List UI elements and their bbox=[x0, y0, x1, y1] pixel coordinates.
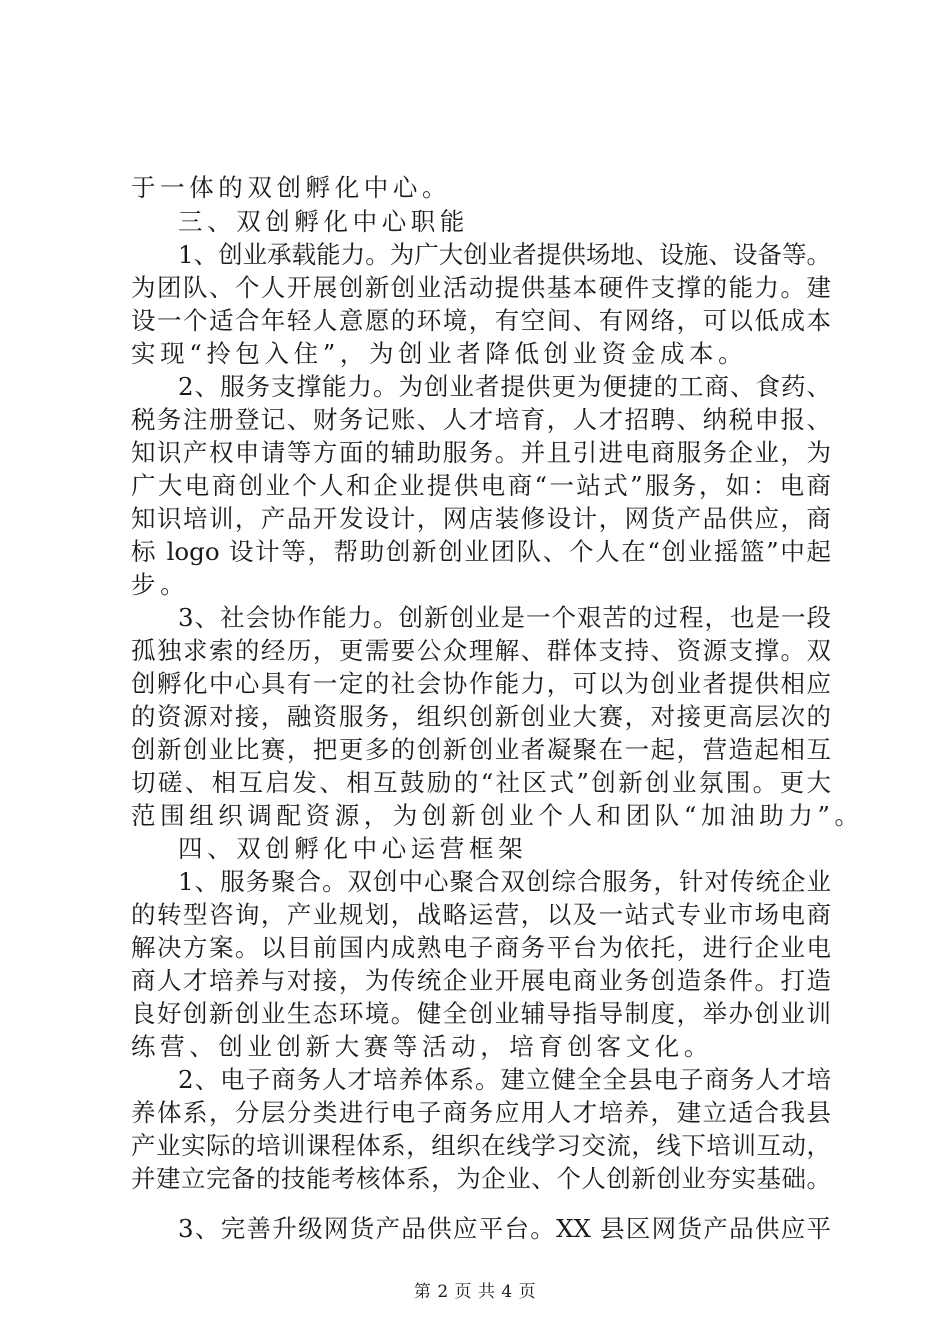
paragraph-line: 1、创业承载能力。为广大创业者提供场地、设施、设备等。 bbox=[178, 240, 831, 269]
paragraph-line: 设一个适合年轻人意愿的环境，有空间、有网络，可以低成本 bbox=[131, 306, 831, 335]
paragraph-line: 2、服务支撑能力。为创业者提供更为便捷的工商、食药、 bbox=[178, 372, 831, 401]
paragraph-line: 练营、创业创新大赛等活动，培育创客文化。 bbox=[131, 1032, 713, 1061]
paragraph-line: 广大电商创业个人和企业提供电商“一站式”服务，如：电商 bbox=[131, 471, 831, 500]
paragraph-line: 2、电子商务人才培养体系。建立健全全县电子商务人才培 bbox=[178, 1065, 831, 1094]
paragraph-line: 产业实际的培训课程体系，组织在线学习交流，线下培训互动， bbox=[131, 1131, 831, 1160]
paragraph-line: 范围组织调配资源，为创新创业个人和团队“加油助力”。 bbox=[131, 801, 864, 830]
section-heading: 三、双创孵化中心职能 bbox=[178, 207, 469, 236]
paragraph-line: 为团队、个人开展创新创业活动提供基本硬件支撑的能力。建 bbox=[131, 273, 831, 302]
paragraph-line: 3、社会协作能力。创新创业是一个艰苦的过程，也是一段 bbox=[178, 603, 831, 632]
section-heading: 四、双创孵化中心运营框架 bbox=[178, 834, 528, 863]
paragraph-line: 并建立完备的技能考核体系，为企业、个人创新创业夯实基础。 bbox=[131, 1164, 831, 1193]
paragraph-line: 孤独求索的经历，更需要公众理解、群体支持、资源支撑。双 bbox=[131, 636, 831, 665]
paragraph-line: 的资源对接，融资服务，组织创新创业大赛，对接更高层次的 bbox=[131, 702, 831, 731]
paragraph-line: 的转型咨询，产业规划，战略运营，以及一站式专业市场电商 bbox=[131, 900, 831, 929]
paragraph-line: 创新创业比赛，把更多的创新创业者凝聚在一起，营造起相互 bbox=[131, 735, 831, 764]
paragraph-line: 知识产权申请等方面的辅助服务。并且引进电商服务企业，为 bbox=[131, 438, 831, 467]
paragraph-line: 切磋、相互启发、相互鼓励的“社区式”创新创业氛围。更大 bbox=[131, 768, 831, 797]
paragraph-line: 知识培训，产品开发设计，网店装修设计，网货产品供应，商 bbox=[131, 504, 831, 533]
paragraph-line: 创孵化中心具有一定的社会协作能力，可以为创业者提供相应 bbox=[131, 669, 831, 698]
paragraph-line: 商人才培养与对接，为传统企业开展电商业务创造条件。打造 bbox=[131, 966, 831, 995]
paragraph-line: 1、服务聚合。双创中心聚合双创综合服务，针对传统企业 bbox=[178, 867, 831, 896]
paragraph-line: 税务注册登记、财务记账、人才培育，人才招聘、纳税申报、 bbox=[131, 405, 831, 434]
paragraph-line: 步。 bbox=[131, 570, 190, 599]
paragraph-line: 解决方案。以目前国内成熟电子商务平台为依托，进行企业电 bbox=[131, 933, 831, 962]
paragraph-line: 标 logo 设计等，帮助创新创业团队、个人在“创业摇篮”中起 bbox=[131, 537, 831, 566]
paragraph-line: 养体系，分层分类进行电子商务应用人才培养，建立适合我县 bbox=[131, 1098, 831, 1127]
paragraph-line: 良好创新创业生态环境。健全创业辅导指导制度，举办创业训 bbox=[131, 999, 831, 1028]
paragraph-line: 于一体的双创孵化中心。 bbox=[131, 173, 452, 202]
page-number-footer: 第 2 页 共 4 页 bbox=[413, 1282, 537, 1302]
paragraph-line: 实现“拎包入住”，为创业者降低创业资金成本。 bbox=[131, 339, 748, 368]
paragraph-line: 3、完善升级网货产品供应平台。XX 县区网货产品供应平 bbox=[178, 1214, 831, 1243]
